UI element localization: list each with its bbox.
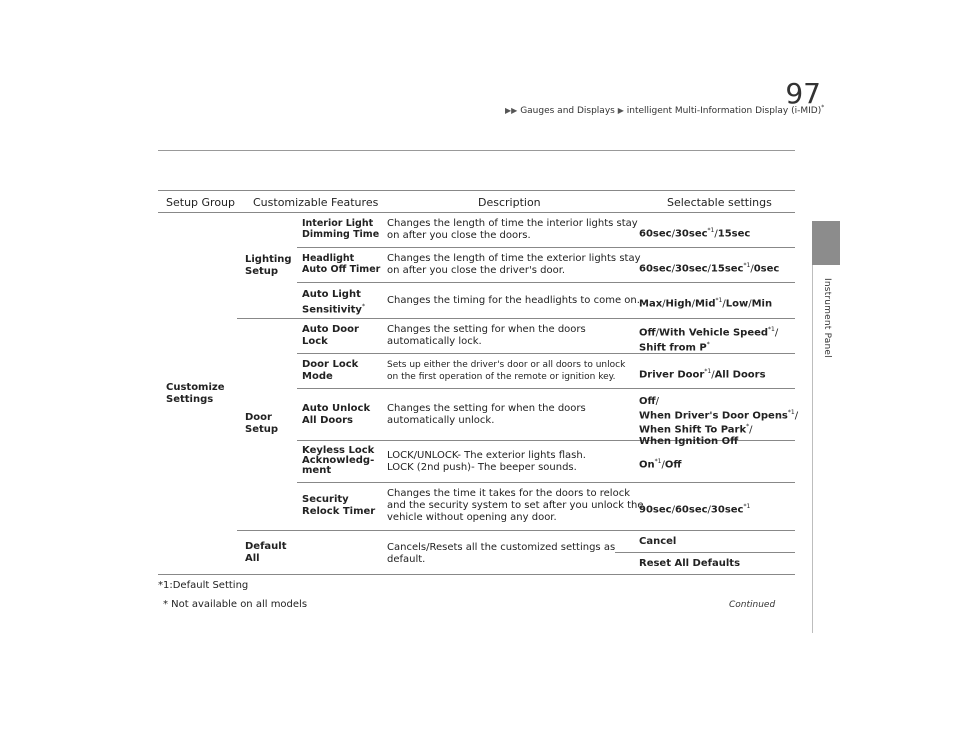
group-rule [237, 530, 795, 531]
setting-option: 15sec [710, 263, 744, 275]
setting-separator: / [655, 396, 659, 407]
setting-separator: / [671, 263, 675, 275]
feature-auto-unlock: Auto Unlock All Doors [302, 403, 371, 426]
setting-separator: / [671, 228, 675, 240]
feature-keyless-lock-ack: Keyless Lock Acknowledg- ment [302, 445, 375, 476]
setting-separator: / [671, 504, 675, 516]
setting-cancel: Cancel [639, 536, 677, 547]
setting-separator: / [722, 298, 726, 310]
desc-auto-door-lock: Changes the setting for when the doors automatically lock. [387, 324, 586, 347]
desc-interior-light: Changes the length of time the interior lights stay on after you close the doors. [387, 218, 638, 241]
setting-option: Shift from P [639, 342, 707, 354]
settings-auto-light-sensitivity [639, 295, 772, 310]
setting-option: 30sec [674, 228, 708, 240]
header-rule [158, 212, 795, 213]
setting-separator: / [750, 263, 754, 275]
setting-option: Low [725, 298, 749, 310]
setting-option: 60sec [639, 263, 672, 275]
row-rule [297, 282, 795, 283]
settings-auto-door-lock [639, 324, 778, 355]
settings-interior-light [639, 225, 750, 240]
desc-auto-unlock: Changes the setting for when the doors automatically unlock. [387, 403, 586, 426]
setting-separator: / [707, 504, 711, 516]
continued-label: Continued [729, 600, 776, 610]
table-top-rule [158, 190, 795, 191]
setting-option: When Ignition Off [639, 435, 739, 447]
desc-keyless-lock-ack: LOCK/UNLOCK- The exterior lights flash. LOCK (2nd push)- The beeper sounds. [387, 450, 586, 473]
setting-option: When Shift To Park [639, 424, 747, 436]
feature-auto-door-lock: Auto Door Lock [302, 324, 359, 347]
breadcrumb-sup: * [821, 104, 825, 111]
row-rule [297, 482, 795, 483]
desc-default-all: Cancels/Resets all the customized settings as default. [387, 542, 616, 565]
desc-security-relock: Changes the time it takes for the doors to relock and the security system to set after you unlock the vehicle without opening any door. [387, 488, 644, 523]
header-settings: Selectable settings [667, 196, 772, 209]
settings-door-lock-mode [639, 366, 766, 381]
feature-door-lock-mode: Door Lock Mode [302, 359, 359, 382]
setting-option: 0sec [753, 263, 780, 275]
feature-interior-light: Interior Light Dimming Time [302, 218, 380, 240]
default-marker: *1 [768, 326, 775, 333]
feature-security-relock: Security Relock Timer [302, 494, 376, 517]
header-setup-group: Setup Group [166, 196, 236, 209]
row-rule [297, 388, 795, 389]
setting-option: Off [639, 396, 656, 407]
setting-separator: / [691, 298, 695, 310]
default-marker: *1 [707, 227, 715, 234]
setting-separator: / [774, 327, 779, 339]
side-tab-label: Instrument Panel [822, 278, 832, 358]
setting-option: Max [639, 298, 663, 310]
setting-separator: / [655, 327, 659, 339]
setting-option: 30sec [710, 504, 744, 516]
section-tab-marker [812, 221, 840, 265]
double-arrow-icon: ▶▶ [505, 106, 518, 115]
setting-option: 60sec [639, 228, 672, 240]
footnote-not-all-models: * Not available on all models [163, 599, 308, 610]
settings-auto-unlock [639, 396, 798, 447]
setting-separator: / [662, 298, 666, 310]
desc-auto-light-sensitivity: Changes the timing for the headlights to come on. [387, 295, 640, 306]
setting-separator: / [711, 369, 715, 381]
default-marker: *1 [715, 297, 723, 304]
default-marker: *1 [787, 409, 795, 416]
setting-option: 90sec [639, 504, 672, 516]
setting-option: Off [639, 327, 656, 339]
default-marker: *1 [654, 458, 662, 465]
row-rule [297, 247, 795, 248]
setting-reset-all-defaults: Reset All Defaults [639, 558, 741, 569]
desc-door-lock-mode: Sets up either the driver's door or all doors to unlock on the first operation of the remote or ignition key. [387, 360, 626, 382]
feature-auto-light-sensitivity [302, 289, 365, 316]
setting-option: Driver Door [639, 369, 705, 381]
setting-separator: / [707, 263, 711, 275]
setting-option: Off [664, 459, 682, 471]
group-rule [237, 318, 795, 319]
setting-option: All Doors [714, 369, 766, 381]
footnote-default-setting: *1:Default Setting [158, 580, 249, 591]
not-all-models-marker: * [706, 341, 710, 349]
group-default-all: Default All [245, 541, 287, 564]
setting-separator: / [661, 459, 665, 471]
setting-option: Mid [694, 298, 716, 310]
not-all-models-marker: * [746, 423, 750, 431]
setting-option: 15sec [717, 228, 751, 240]
settings-keyless-lock-ack [639, 456, 681, 471]
feature-label: Auto Light Sensitivity [302, 289, 362, 316]
setting-separator: / [748, 298, 752, 310]
not-all-models-marker: * [361, 303, 365, 310]
setting-separator: / [714, 228, 718, 240]
breadcrumb [505, 104, 824, 116]
setting-option: 30sec [674, 263, 708, 275]
default-marker: *1 [704, 368, 712, 375]
setting-option: Min [751, 298, 773, 310]
desc-headlight-auto-off: Changes the length of time the exterior lights stay on after you close the driver's door. [387, 253, 641, 276]
page-number: 97 [785, 77, 821, 110]
section-tab-line [812, 265, 813, 633]
header-features: Customizable Features [253, 196, 379, 209]
settings-security-relock [639, 501, 750, 516]
header-description: Description [478, 196, 541, 209]
group-lighting-setup: Lighting Setup [245, 254, 292, 277]
setting-option: With Vehicle Speed [658, 327, 769, 339]
feature-headlight-auto-off: Headlight Auto Off Timer [302, 253, 381, 275]
arrow-icon: ▶ [617, 106, 624, 115]
group-door-setup: Door Setup [245, 412, 279, 435]
setting-option: When Driver's Door Opens [639, 410, 788, 422]
default-marker: *1 [743, 503, 751, 510]
breadcrumb-part2: intelligent Multi-Information Display (i-MID) [626, 106, 822, 116]
setting-separator: / [749, 424, 753, 436]
setting-option: High [665, 298, 692, 310]
setting-option: On [639, 459, 655, 471]
settings-headlight-auto-off [639, 260, 779, 275]
top-divider [158, 150, 795, 151]
row-rule [615, 552, 795, 553]
setting-option: 60sec [674, 504, 708, 516]
table-bottom-rule [158, 574, 795, 575]
group-customize-settings: Customize Settings [166, 382, 225, 405]
default-marker: *1 [743, 262, 751, 269]
breadcrumb-part1: Gauges and Displays [520, 106, 615, 116]
setting-separator: / [794, 410, 799, 422]
